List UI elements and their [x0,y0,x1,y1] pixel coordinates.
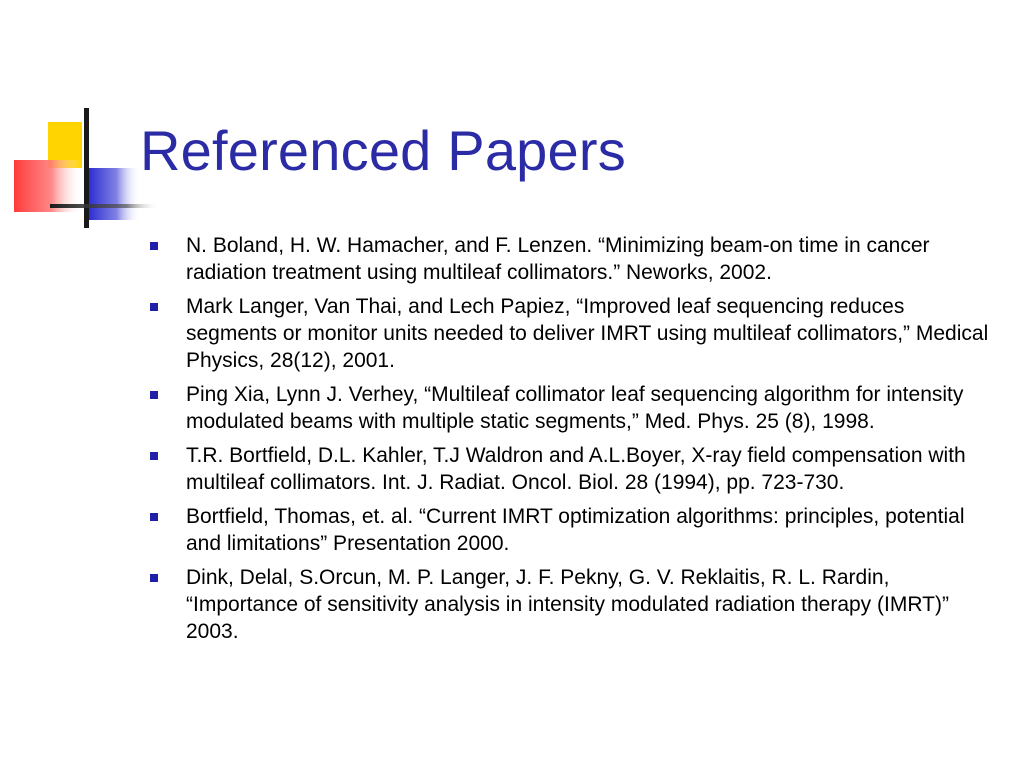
reference-text: Mark Langer, Van Thai, and Lech Papiez, “Improved leaf sequencing reduces segments or monitor units needed to deliver IMRT using multileaf collimators,” Medical Physics, 28(12), 2001. [186,295,989,372]
reference-text: Bortfield, Thomas, et. al. “Current IMRT optimization algorithms: principles, potential and limitations” Presentation 2000. [186,505,965,555]
reference-item [150,442,1000,496]
reference-item [150,293,1000,374]
bullet-square-icon [150,242,158,250]
reference-text: N. Boland, H. W. Hamacher, and F. Lenzen. “Minimizing beam-on time in cancer radiation treatment using multileaf collimators.” Neworks, 2002. [186,234,930,284]
bullet-square-icon [150,574,158,582]
reference-item [150,503,1000,557]
bullet-square-icon [150,452,158,460]
reference-item [150,381,1000,435]
reference-text: Ping Xia, Lynn J. Verhey, “Multileaf collimator leaf sequencing algorithm for intensity modulated beams with multiple static segments,” Med. Phys. 25 (8), 1998. [186,383,964,433]
bullet-square-icon [150,513,158,521]
reference-list [150,232,1000,652]
reference-text: T.R. Bortfield, D.L. Kahler, T.J Waldron and A.L.Boyer, X-ray field compensation with multileaf collimators. Int. J. Radiat. Oncol. Biol. 28 (1994), pp. 723-730. [186,444,966,494]
reference-item [150,564,1000,645]
reference-item [150,232,1000,286]
decorative-corner-graphic [0,100,160,240]
reference-text: Dink, Delal, S.Orcun, M. P. Langer, J. F. Pekny, G. V. Reklaitis, R. L. Rardin, “Importance of sensitivity analysis in intensity modulated radiation therapy (IMRT)” 2003. [186,566,949,643]
slide-title: Referenced Papers [140,119,626,182]
bullet-square-icon [150,303,158,311]
bullet-square-icon [150,391,158,399]
